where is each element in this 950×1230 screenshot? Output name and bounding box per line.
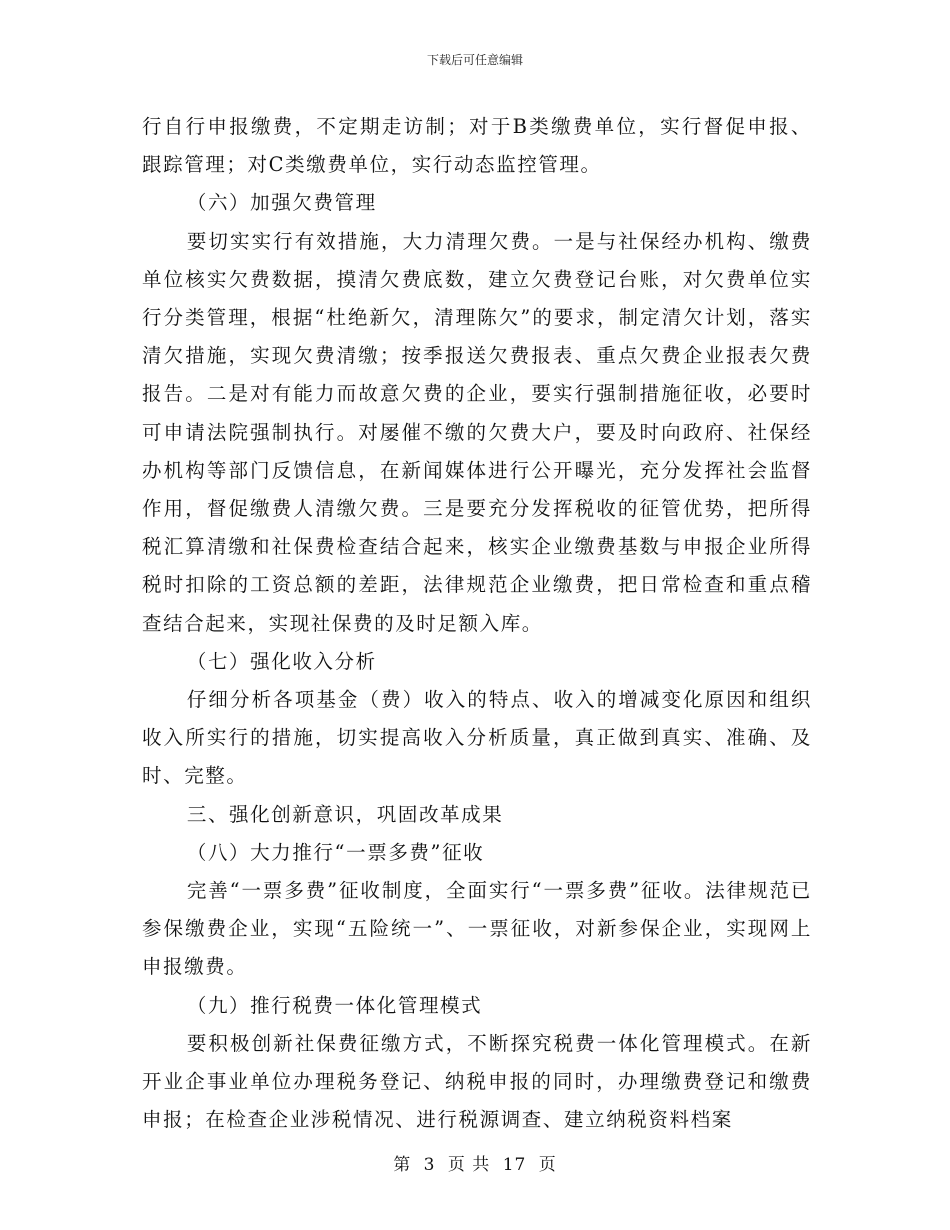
paragraph: 三、强化创新意识，巩固改革成果 xyxy=(186,802,504,826)
paragraph: 仔细分析各项基金（费）收入的特点、收入的增减变化原因和组织收入所实行的措施，切实提高收入分析质量，真正做到真实、准确、及时、完整。 xyxy=(142,688,812,788)
paragraph: （七）强化收入分析 xyxy=(186,649,377,673)
page-header-note: 下载后可任意编辑 xyxy=(426,53,523,67)
paragraph: （六）加强欠费管理 xyxy=(186,191,377,215)
paragraph: 完善“一票多费”征收制度，全面实行“一票多费”征收。法律规范已参保缴费企业，实现“五险统一”、一票征收，对新参保企业，实现网上申报缴费。 xyxy=(142,879,812,979)
page-label-prefix: 第 xyxy=(393,1155,412,1175)
page-footer xyxy=(0,1154,950,1176)
page-label-suffix: 页 xyxy=(538,1155,557,1175)
paragraph: 要切实实行有效措施，大力清理欠费。一是与社保经办机构、缴费单位核实欠费数据，摸清欠费底数，建立欠费登记台账，对欠费单位实行分类管理，根据“杜绝新欠，清理陈欠”的要求，制定清欠计划，落实清欠措施，实现欠费清缴；按季报送欠费报表、重点欠费企业报表欠费报告。二是对有能力而故意欠费的企业，要实行强制措施征收，必要时可申请法院强制执行。对屡催不缴的欠费大户，要及时向政府、社保经办机构等部门反馈信息，在新闻媒体进行公开曝光，充分发挥社会监督作用，督促缴费人清缴欠费。三是要充分发挥税收的征管优势，把所得税汇算清缴和社保费检查结合起来，核实企业缴费基数与申报企业所得税时扣除的工资总额的差距，法律规范企业缴费，把日常检查和重点稽查结合起来，实现社保费的及时足额入库。 xyxy=(142,229,812,635)
paragraph: 行自行申报缴费，不定期走访制；对于B类缴费单位，实行督促申报、跟踪管理；对C类缴费单位，实行动态监控管理。 xyxy=(142,115,812,177)
paragraph: （八）大力推行“一票多费”征收 xyxy=(186,840,485,864)
paragraph: 要积极创新社保费征缴方式，不断探究税费一体化管理模式。在新开业企事业单位办理税务登记、纳税申报的同时，办理缴费登记和缴费申报；在检查企业涉税情况、进行税源调查、建立纳税资料档案 xyxy=(142,1031,812,1132)
total-page-count: 17 xyxy=(502,1155,527,1175)
document-body xyxy=(142,108,812,1139)
paragraph: （九）推行税费一体化管理模式 xyxy=(186,993,483,1017)
current-page-number: 3 xyxy=(423,1155,436,1175)
page-label-middle: 页 共 xyxy=(447,1155,491,1175)
